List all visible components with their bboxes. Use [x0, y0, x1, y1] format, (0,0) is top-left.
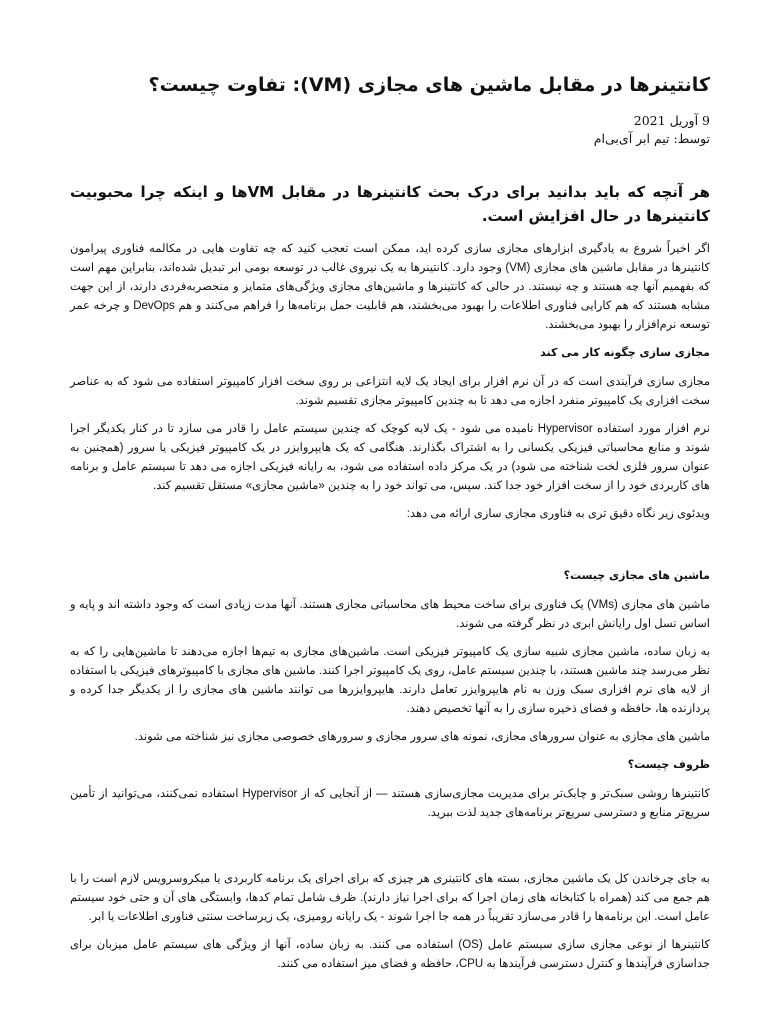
article-lead: هر آنچه که باید بدانید برای درک بحث کانتینرها در مقابل VMها و اینکه چرا محبوبیت کانتینرها در حال افزایش است.: [70, 183, 710, 225]
vm-paragraph-1: ماشین های مجازی (VMs) یک فناوری برای ساخت محیط های محاسباتی مجازی هستند. آنها مدت زیادی است که وجود داشته اند و پایه و اساس نسل اول رایانش ابری در نظر گرفته می شوند.: [70, 599, 710, 630]
containers-paragraph-2: به جای چرخاندن کل یک ماشین مجازی، بسته های کانتینری هر چیزی که برای اجرای یک برنامه کاربردی یا میکروسرویس لازم است را با هم جمع می کند (همراه با کتابخانه های زمان اجرا که برای اجرا نیاز دارند). ظرف شامل تمام کدها، وابستگی های آن و حتی خود سیستم عامل است. این برنامه‌ها را قادر می‌سازد تقریباً در همه جا اجرا شوند - یک رایانه رومیزی، یک زیرساخت سنتی فناوری اطلاعات یا ابر.: [70, 873, 710, 923]
intro-paragraph: اگر اخیراً شروع به یادگیری ابزارهای مجازی سازی کرده اید، ممکن است تعجب کنید که چه تفاوت هایی در مکالمه فناوری پیرامون کانتینرها در مقابل ماشین های مجازی (VM) وجود دارد. کانتینرها به یک نیروی غالب در توسعه بومی ابر تبدیل شده‌اند، بنابراین مهم است که بفهمیم آنها چه هستند و چه نیستند. در حالی که کانتینرها و ماشین‌های مجازی ویژگی‌های متمایز و منحصربه‌فردی دارند، از این جهت مشابه هستند که هم کارایی فناوری اطلاعات را بهبود می‌بخشند، هم قابلیت حمل برنامه‌ها را فراهم می‌کنند و هم DevOps و چرخه عمر توسعه نرم‌افزار را بهبود می‌بخشند.: [70, 243, 710, 331]
containers-paragraph-1: کانتینرها روشی سبک‌تر و چابک‌تر برای مدیریت مجازی‌سازی هستند — از آنجایی که از Hypervisor استفاده نمی‌کنند، می‌توانید از تأمین سریع‌تر منابع و دسترسی سریع‌تر برنامه‌های جدید لذت ببرید.: [70, 788, 710, 819]
virtualization-paragraph-2: نرم افزار مورد استفاده Hypervisor نامیده می شود - یک لایه کوچک که چندین سیستم عامل را قادر می سازد تا در کنار یکدیگر اجرا شوند و منابع محاسباتی فیزیکی یکسانی را به اشتراک بگذارند. هنگامی که یک هایپروایزر در یک کامپیوتر فیزیکی یا سرور (همچنین به عنوان سرور فلزی لخت شناخته می شود) در یک مرکز داده استفاده می شود، به رایانه فیزیکی اجازه می دهد تا سیستم عامل و برنامه های کاربردی خود را از سخت افزار خود جدا کند. سپس، می تواند خود را به چندین «ماشین مجازی» مستقل تقسیم کند.: [70, 423, 710, 492]
containers-paragraph-3: کانتینرها از نوعی مجازی سازی سیستم عامل (OS) استفاده می کنند. به زبان ساده، آنها از ویژگی های سیستم عامل میزبان برای جداسازی فرآیندها و کنترل دسترسی فرآیندها به CPU، حافظه و فضای میز استفاده می کنند.: [70, 939, 710, 970]
vm-paragraph-2: به زبان ساده، ماشین مجازی شبیه سازی یک کامپیوتر فیزیکی است. ماشین‌های مجازی به تیم‌ها اجازه می‌دهند تا ماشین‌هایی را که به نظر می‌رسد چند ماشین هستند، با چندین سیستم عامل، روی یک کامپیوتر اجرا کنند. ماشین های مجازی با کامپیوترهای فیزیکی با استفاده از لایه های نرم افزاری سبک وزن به نام هایپروایزر تعامل دارند. هایپروایزرها می توانند ماشین های مجازی را از یکدیگر جدا کرده و پردازنده ها، حافظه و فضای ذخیره سازی را به آنها تخصیص دهند.: [70, 646, 710, 715]
section-heading-containers: ظروف چیست؟: [627, 758, 710, 771]
vm-paragraph-3: ماشین های مجازی به عنوان سرورهای مجازی، نمونه های سرور مجازی و سرورهای خصوصی مجازی نیز شناخته می شوند.: [134, 731, 710, 743]
article: [70, 72, 710, 983]
virtualization-paragraph-3: ویدئوی زیر نگاه دقیق تری به فناوری مجازی سازی ارائه می دهد:: [406, 508, 710, 520]
article-date: 9 آوریل 2021: [633, 113, 710, 128]
section-gap: [70, 832, 710, 870]
virtualization-paragraph-1: مجازی سازی فرآیندی است که در آن نرم افزار برای ایجاد یک لایه انتزاعی بر روی سخت افزار کامپیوتر استفاده می شود که به عناصر سخت افزاری یک کامپیوتر منفرد اجازه می دهد تا به چندین کامپیوتر مجازی تقسیم شوند.: [70, 376, 710, 407]
article-title: کانتینرها در مقابل ماشین های مجازی (VM): تفاوت چیست؟: [148, 74, 710, 96]
video-placeholder-gap: [70, 533, 710, 559]
section-heading-vm: ماشین های مجازی چیست؟: [563, 569, 710, 582]
section-heading-virtualization: مجازی سازی چگونه کار می کند: [540, 346, 710, 359]
article-author: توسط: تیم ابر آی‌بی‌ام: [593, 131, 710, 146]
